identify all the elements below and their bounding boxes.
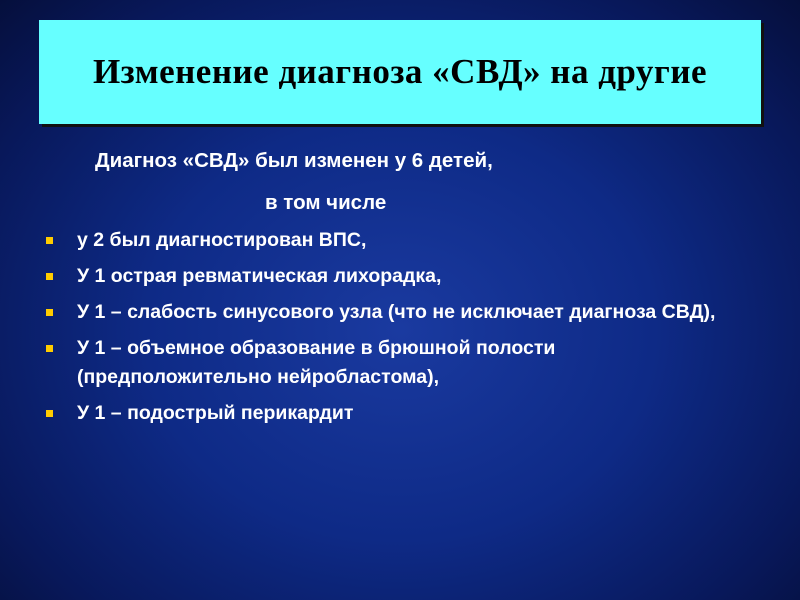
bullet-item [44,399,724,428]
bullet-item [44,262,724,291]
square-bullet-icon [46,237,53,244]
square-bullet-icon [46,345,53,352]
bullet-list [44,226,724,435]
bullet-item [44,334,724,392]
intro-line-2: в том числе [265,191,387,214]
bullet-text: У 1 – слабость синусового узла (что не исключает диагноза СВД), [77,301,716,323]
bullet-text: У 1 острая ревматическая лихорадка, [77,265,442,287]
title-box [39,20,761,124]
bullet-text: У 1 – подострый перикардит [77,402,354,424]
bullet-item [44,298,724,327]
intro-line-1: Диагноз «СВД» был изменен у 6 детей, [95,149,493,172]
square-bullet-icon [46,273,53,280]
bullet-text: У 1 – объемное образование в брюшной полости (предположительно нейробластома), [77,337,556,388]
bullet-text: у 2 был диагностирован ВПС, [77,229,367,251]
slide-title: Изменение диагноза «СВД» на другие [92,52,708,91]
bullet-item [44,226,724,255]
square-bullet-icon [46,309,53,316]
square-bullet-icon [46,410,53,417]
